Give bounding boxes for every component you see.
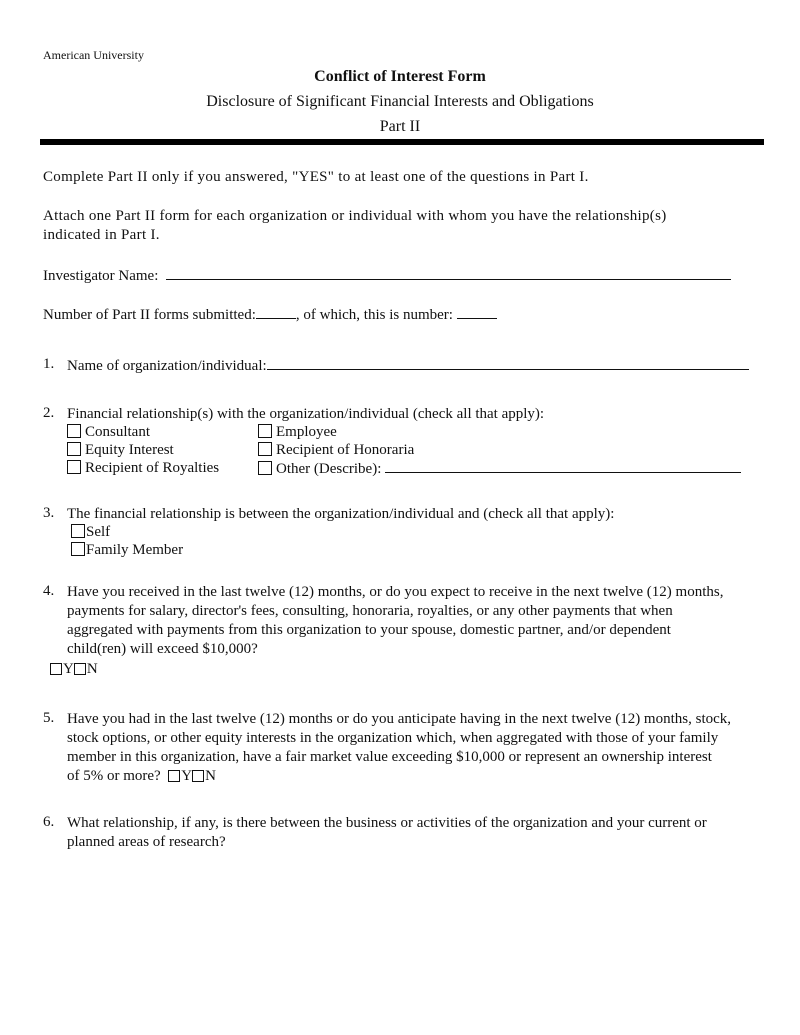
q6-number: 6. (43, 814, 55, 830)
option-royalties[interactable] (67, 459, 219, 478)
institution-name: American University (43, 48, 144, 62)
q5-number: 5. (43, 710, 55, 726)
q4-no-label: N (86, 661, 98, 677)
q5-no-label: N (205, 768, 216, 784)
option-other[interactable] (258, 459, 741, 479)
q6-line: What relationship, if any, is there between the business or activities of the organization and your current or (67, 815, 707, 831)
other-checkbox[interactable] (258, 461, 272, 475)
forms-count-row (43, 305, 497, 324)
q5-text (67, 710, 731, 786)
option-employee[interactable] (258, 423, 337, 442)
royalties-label: Recipient of Royalties (85, 460, 220, 476)
q5-yes-checkbox[interactable] (168, 770, 180, 782)
option-honoraria[interactable] (258, 441, 414, 460)
other-label: Other (Describe): (276, 461, 382, 477)
q4-yes-checkbox[interactable] (50, 663, 62, 675)
q1-number: 1. (43, 356, 55, 372)
q4-yes-label: Y (63, 661, 74, 677)
option-self[interactable] (71, 523, 110, 542)
equity-interest-label: Equity Interest (85, 442, 174, 458)
q4-text (67, 583, 723, 659)
self-label: Self (86, 524, 111, 540)
consultant-label: Consultant (85, 424, 151, 440)
intro-attach-line1: Attach one Part II form for each organization or individual with whom you have the relationship(s) (43, 208, 667, 224)
investigator-name-field[interactable] (166, 266, 731, 280)
option-consultant[interactable] (67, 423, 150, 442)
q4-no-checkbox[interactable] (74, 663, 86, 675)
investigator-name-row (43, 266, 731, 285)
q6-line: planned areas of research? (67, 834, 226, 850)
forms-submitted-field[interactable] (256, 305, 296, 319)
forms-submitted-label: Number of Part II forms submitted: (43, 307, 256, 323)
form-subtitle: Disclosure of Significant Financial Interests and Obligations (206, 93, 594, 110)
q1-row (67, 356, 749, 376)
self-checkbox[interactable] (71, 524, 85, 538)
family-member-label: Family Member (86, 542, 184, 558)
this-number-label: , of which, this is number: (295, 307, 453, 323)
honoraria-checkbox[interactable] (258, 442, 272, 456)
q4-line: payments for salary, director's fees, consulting, honoraria, royalties, or any other payments that when (67, 603, 673, 619)
q5-line: member in this organization, have a fair market value exceeding $10,000 or represent an ownership interest (67, 749, 712, 765)
investigator-name-label: Investigator Name: (43, 268, 159, 284)
q4-number: 4. (43, 583, 55, 599)
q6-text (67, 814, 707, 852)
q4-line: aggregated with payments from this organization to your spouse, domestic partner, and/or dependent (67, 622, 671, 638)
q5-line: Have you had in the last twelve (12) months or do you anticipate having in the next twelve (12) months, stock, (67, 711, 732, 727)
option-family-member[interactable] (71, 541, 183, 560)
form-title: Conflict of Interest Form (314, 68, 486, 85)
q3-text: The financial relationship is between the organization/individual and (check all that apply): (67, 506, 615, 522)
q2-text: Financial relationship(s) with the organization/individual (check all that apply): (67, 406, 545, 422)
employee-checkbox[interactable] (258, 424, 272, 438)
q4-line: Have you received in the last twelve (12) months, or do you expect to receive in the next twelve (12) months, (67, 584, 724, 600)
q1-label: Name of organization/individual: (67, 358, 267, 374)
option-equity-interest[interactable] (67, 441, 174, 460)
q5-line: stock options, or other equity interests in the organization which, when aggregated with those of your family (67, 730, 719, 746)
honoraria-label: Recipient of Honoraria (276, 442, 415, 458)
q5-no-checkbox[interactable] (192, 770, 204, 782)
q3-number: 3. (43, 505, 55, 521)
intro-attach-line2: indicated in Part I. (43, 227, 160, 243)
q5-last-line (67, 767, 731, 786)
other-describe-field[interactable] (385, 459, 741, 473)
employee-label: Employee (276, 424, 337, 440)
family-member-checkbox[interactable] (71, 542, 85, 556)
q4-line: child(ren) will exceed $10,000? (67, 641, 258, 657)
intro-instruction: Complete Part II only if you answered, "YES" to at least one of the questions in Part I. (43, 169, 589, 185)
q5-line: of 5% or more? (67, 768, 161, 784)
header-divider (40, 139, 764, 145)
this-number-field[interactable] (457, 305, 497, 319)
consultant-checkbox[interactable] (67, 424, 81, 438)
q4-answer (50, 661, 98, 678)
q5-yes-label: Y (181, 768, 193, 784)
part-label: Part II (379, 118, 421, 135)
royalties-checkbox[interactable] (67, 460, 81, 474)
equity-interest-checkbox[interactable] (67, 442, 81, 456)
q2-number: 2. (43, 405, 55, 421)
organization-name-field[interactable] (267, 356, 749, 370)
